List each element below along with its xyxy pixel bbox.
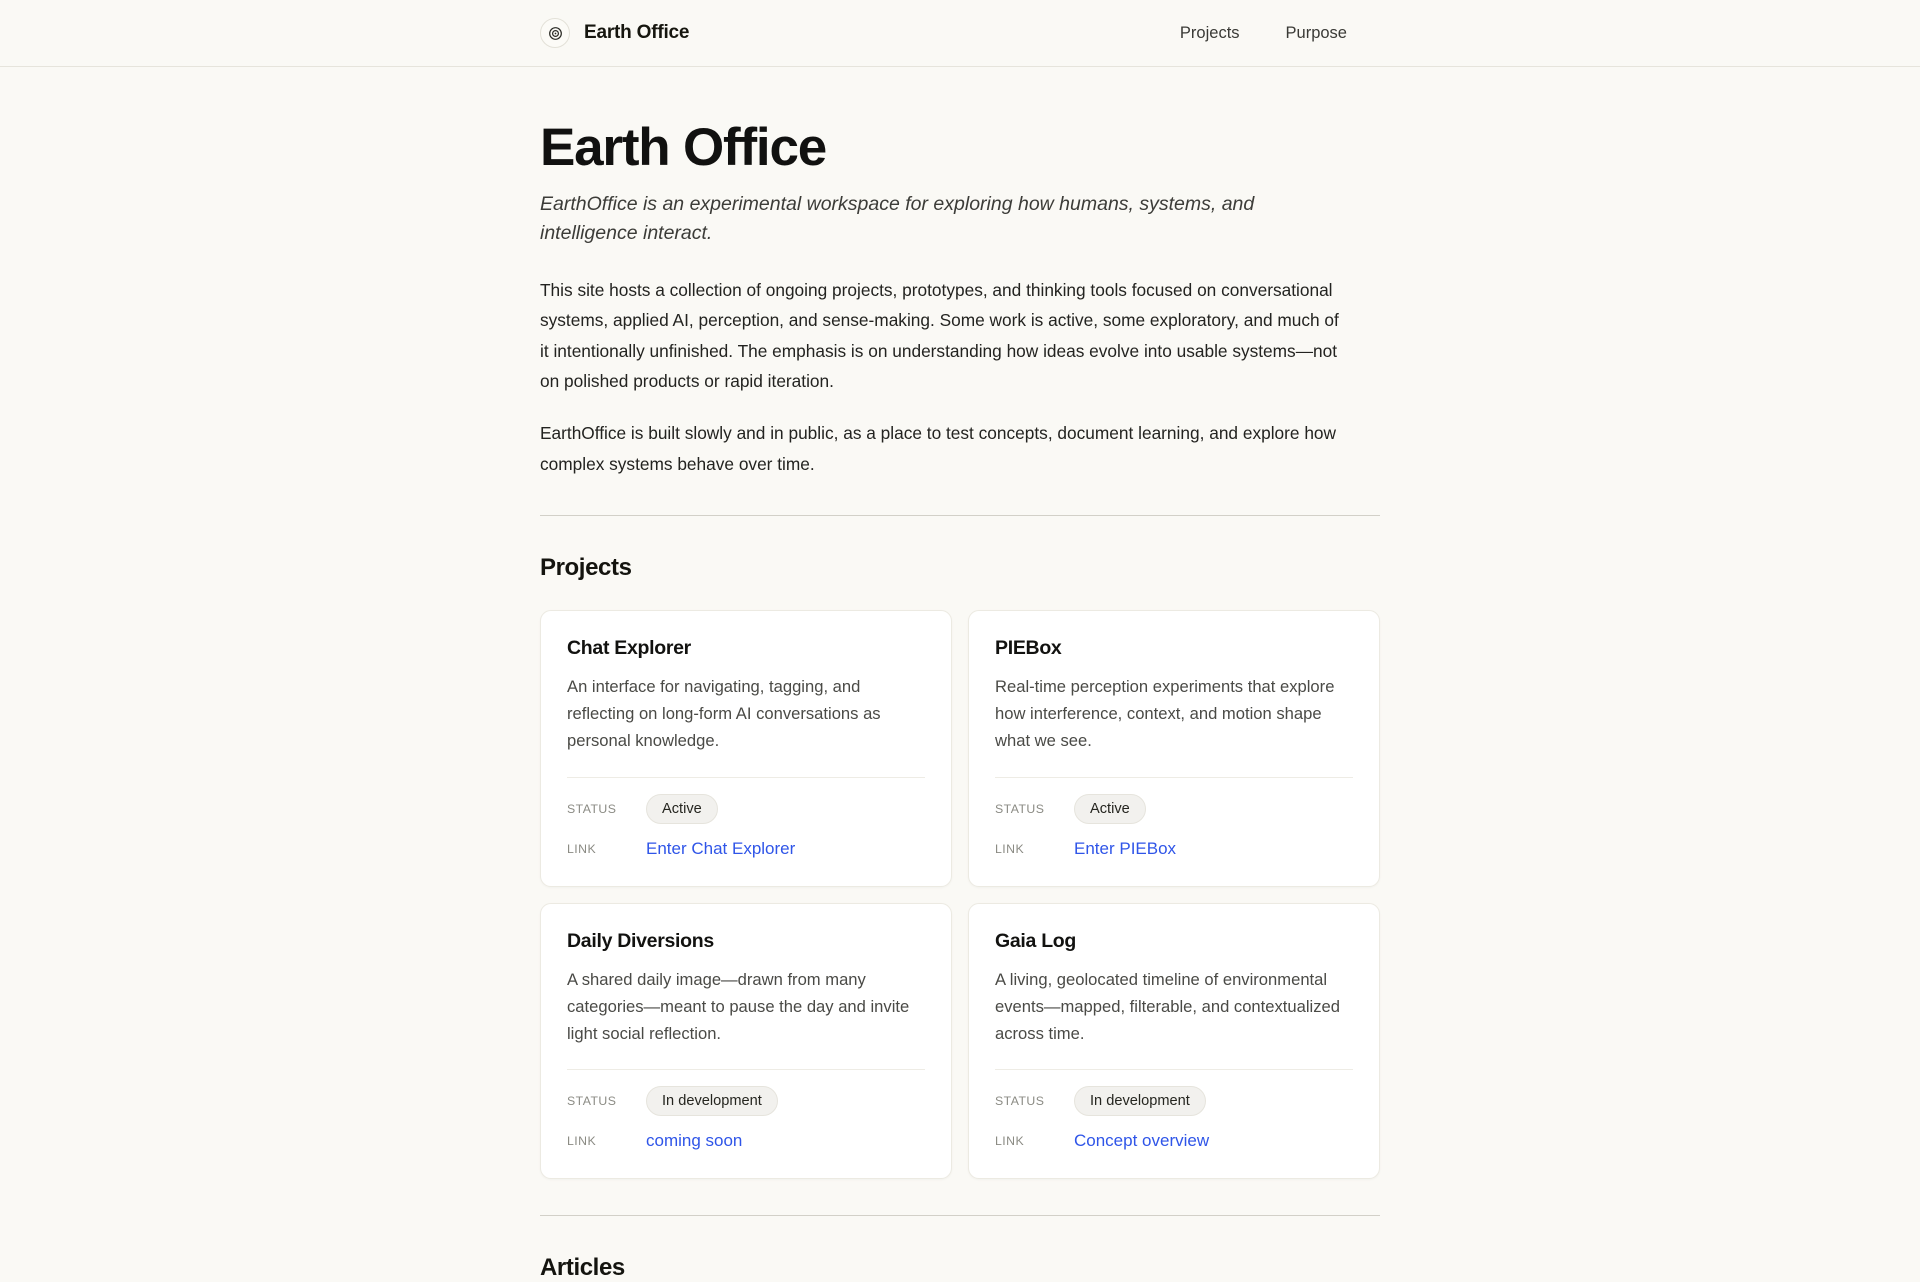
target-bullseye-icon	[540, 18, 570, 48]
project-status-row	[995, 794, 1353, 824]
project-card-title: Daily Diversions	[567, 929, 714, 952]
status-label: STATUS	[567, 801, 617, 816]
projects-grid	[540, 610, 1380, 1178]
project-card-description: A living, geolocated timeline of environmental events—mapped, filterable, and contextualized across time.	[995, 969, 1340, 1043]
hero-tagline: EarthOffice is an experimental workspace for exploring how humans, systems, and intelligence interact.	[540, 193, 1255, 245]
divider-above-projects	[540, 515, 1380, 516]
project-card[interactable]	[968, 903, 1380, 1179]
project-card-title: Chat Explorer	[567, 637, 691, 660]
card-divider	[567, 777, 925, 778]
brand-logo-link[interactable]	[540, 18, 689, 48]
header-inner	[0, 18, 1920, 48]
status-badge: In development	[646, 1086, 778, 1116]
project-link-row	[995, 834, 1353, 864]
page-title: Earth Office	[540, 118, 827, 177]
project-link-row	[995, 1126, 1353, 1156]
site-header	[0, 0, 1920, 67]
project-link-row	[567, 1126, 925, 1156]
link-label: LINK	[995, 1133, 1025, 1148]
project-card[interactable]	[540, 610, 952, 886]
status-badge: Active	[646, 794, 718, 824]
project-card-description: Real-time perception experiments that explore how interference, context, and motion shape what we see.	[995, 677, 1335, 751]
project-status-row	[567, 1086, 925, 1116]
status-badge: Active	[1074, 794, 1146, 824]
project-card[interactable]	[968, 610, 1380, 886]
project-card-description: A shared daily image—drawn from many categories—meant to pause the day and invite light social reflection.	[567, 969, 910, 1043]
hero-paragraph-2: EarthOffice is built slowly and in public, as a place to test concepts, document learning, and explore how complex systems behave over time.	[540, 423, 1337, 474]
brand-name: Earth Office	[584, 22, 690, 43]
nav-link-purpose[interactable]: Purpose	[1285, 23, 1347, 42]
project-link-row	[567, 834, 925, 864]
link-label: LINK	[567, 1133, 597, 1148]
status-label: STATUS	[995, 801, 1045, 816]
projects-section-heading: Projects	[540, 554, 632, 582]
project-card-title: Gaia Log	[995, 929, 1077, 952]
card-divider	[567, 1069, 925, 1070]
project-status-row	[995, 1086, 1353, 1116]
hero-paragraph-1: This site hosts a collection of ongoing projects, prototypes, and thinking tools focused on conversational systems, applied AI, perception, and sense-making. Some work is active, some exploratory, and much of it intentionally unfinished. The emphasis is on understanding how ideas evolve into usable systems—not on polished products or rapid iteration.	[540, 279, 1339, 392]
card-divider	[995, 1069, 1353, 1070]
main-navigation	[1180, 24, 1347, 43]
status-badge: In development	[1074, 1086, 1206, 1116]
project-link[interactable]: Enter Chat Explorer	[646, 838, 796, 858]
nav-link-projects[interactable]: Projects	[1179, 23, 1240, 42]
divider-above-articles	[540, 1215, 1380, 1216]
project-link[interactable]: Enter PIEBox	[1074, 838, 1177, 858]
project-card-description: An interface for navigating, tagging, and reflecting on long-form AI conversations as personal knowledge.	[567, 677, 881, 751]
page-body	[0, 67, 1920, 1281]
project-link[interactable]: coming soon	[646, 1130, 743, 1150]
link-label: LINK	[995, 841, 1025, 856]
content-column	[540, 67, 1380, 1282]
project-link[interactable]: Concept overview	[1074, 1130, 1210, 1150]
status-label: STATUS	[995, 1093, 1045, 1108]
card-divider	[995, 777, 1353, 778]
status-label: STATUS	[567, 1093, 617, 1108]
project-card[interactable]	[540, 903, 952, 1179]
project-status-row	[567, 794, 925, 824]
project-card-title: PIEBox	[995, 637, 1062, 660]
link-label: LINK	[567, 841, 597, 856]
articles-section-heading: Articles	[540, 1253, 625, 1281]
